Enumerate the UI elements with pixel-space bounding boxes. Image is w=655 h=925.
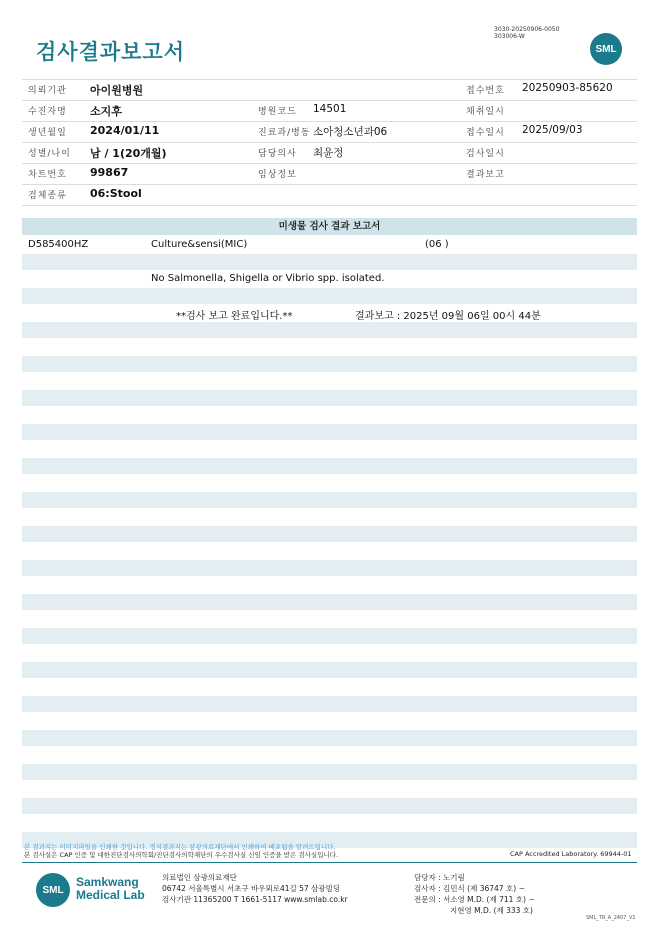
staff-specialist-2: 지현영 M.D. (제 333 호) [450,906,533,915]
footer-brand [76,876,145,902]
footer-staff-block [414,872,535,916]
info-value: 06:Stool [90,187,142,200]
info-label: 생년월일 [28,128,67,138]
info-label: 진료과/병동 [258,128,311,138]
result-stripe [22,662,637,678]
info-row [22,185,637,206]
sml-logo: SML [590,33,622,65]
result-stripe [22,594,637,610]
notice-cap-certified: 본 검사실은 CAP 인증 및 대한진단검사의학회/진단검사의학재단의 우수검사실 신임 인증을 받은 검사실입니다. [24,851,339,859]
info-label: 접수번호 [466,86,505,96]
info-row [22,164,637,185]
info-row [22,143,637,164]
report-time: 결과보고 : 2025년 09월 06일 00시 44분 [355,311,541,322]
info-value: 99867 [90,166,129,179]
info-row [22,79,637,101]
info-label: 채취일시 [466,107,505,117]
result-stripe [22,322,637,338]
result-stripe [22,526,637,542]
specialist-signature: ~ [528,895,536,904]
result-stripe [22,764,637,780]
notice-image-copy: 본 결과지는 이미지파일을 인쇄한 것입니다. 정식결과지는 삼광의료재단에서 인쇄하여 배포됨을 알려드립니다. [24,843,336,851]
result-stripe [22,424,637,440]
info-value: 2024/01/11 [90,124,160,137]
org-contact: 검사기관 11365200 T 1661-5117 www.smlab.co.kr [162,895,348,904]
footer-divider [22,862,637,863]
result-stripe [22,798,637,814]
result-stripe [22,492,637,508]
info-label: 의뢰기관 [28,86,67,96]
brand-line-2: Medical Lab [76,888,145,902]
info-label: 검사일시 [466,149,505,159]
test-name: Culture&sensi(MIC) [151,239,248,250]
info-value: 20250903-85620 [522,82,613,94]
staff-tester: 검사자 : 김민식 (제 36747 호) ~ [414,884,526,893]
info-label: 검체종류 [28,191,67,201]
info-value: 아이원병원 [90,84,144,97]
specimen-code: (06 ) [425,239,449,250]
result-stripe [22,560,637,576]
info-label: 성별/나이 [28,149,71,159]
report-codes [494,26,559,40]
report-complete-message: **검사 보고 완료입니다.** [176,311,293,322]
report-code-2: 303006-W [494,33,525,40]
test-code: D585400HZ [28,239,89,250]
info-value: 남 / 1(20개월) [90,147,167,160]
result-stripe [22,696,637,712]
info-label: 접수일시 [466,128,505,138]
info-label: 차트번호 [28,170,67,180]
info-row [22,122,637,143]
result-stripe [22,458,637,474]
tester-signature: ~ [518,884,526,893]
result-stripe [22,356,637,372]
org-address: 06742 서울특별시 서초구 바우뫼로41길 57 삼광빌딩 [162,884,341,893]
info-value: 소지후 [90,105,122,118]
staff-specialist-1: 전문의 : 서소영 M.D. (제 711 호) ~ [414,895,536,904]
result-stripe [22,254,637,270]
info-label: 담당의사 [258,149,297,159]
footer-sml-logo: SML [36,873,70,907]
info-row [22,101,637,122]
page-title: 검사결과보고서 [36,40,186,64]
result-finding: No Salmonella, Shigella or Vibrio spp. isolated. [151,273,385,284]
info-value: 2025/09/03 [522,124,583,136]
footer-address-block [162,872,348,905]
info-label: 결과보고 [466,170,505,180]
info-label: 병원코드 [258,107,297,117]
result-stripe [22,288,637,304]
info-value: 소아청소년과06 [313,126,388,138]
result-stripe [22,390,637,406]
result-section-title: 미생물 검사 결과 보고서 [22,218,637,235]
report-code-1: 3030-20250906-0050 [494,26,560,33]
info-value: 14501 [313,103,347,115]
form-code: SML_TR_A_2407_V1 [586,915,636,921]
cap-accreditation: CAP Accredited Laboratory. 69944-01 [510,850,632,858]
brand-line-1: Samkwang [76,875,139,889]
result-stripe [22,730,637,746]
patient-info-table [22,79,637,206]
staff-manager: 담당자 : 노기림 [414,873,465,882]
org-name: 의료법인 삼광의료재단 [162,873,237,882]
result-stripe [22,628,637,644]
info-label: 임상정보 [258,170,297,180]
info-value: 최윤정 [313,147,344,159]
info-label: 수진자명 [28,107,67,117]
